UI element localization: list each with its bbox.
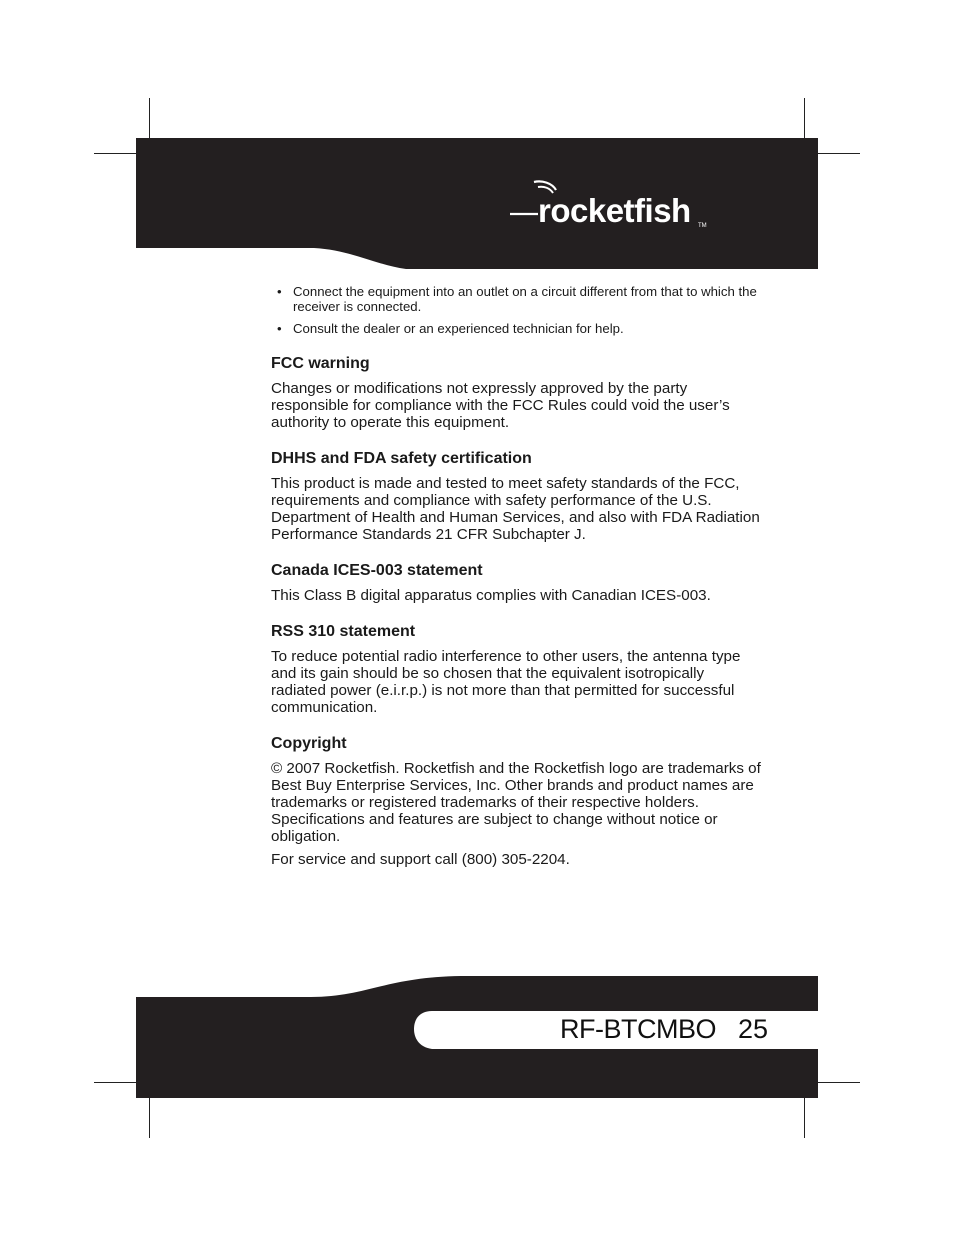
section-heading-canada: Canada ICES-003 statement xyxy=(271,562,483,579)
section-body-copyright: © 2007 Rocketfish. Rocketfish and the Rocketfish logo are trademarks of Best Buy Enterprise Services, Inc. Other brands and product names are trademarks or registered trademarks of their respective holders. Specifications and features are subject to change without notice or obligation. xyxy=(271,760,761,845)
crop-mark xyxy=(149,98,150,138)
bullet-icon: • xyxy=(277,321,282,336)
logo-wordmark: rocketfish xyxy=(538,192,691,229)
page-number: 25 xyxy=(738,1014,769,1044)
bullet-text: Connect the equipment into an outlet on a circuit different from that to which the receiver is connected. xyxy=(293,284,757,314)
model-number: RF-BTCMBO xyxy=(560,1014,716,1044)
crop-mark xyxy=(94,153,136,154)
trademark-mark: TM xyxy=(698,223,707,229)
rocketfish-logo xyxy=(508,178,718,244)
section-body-fcc: Changes or modifications not expressly approved by the party responsible for compliance with the FCC Rules could void the user’s authority to operate this equipment. xyxy=(271,380,730,431)
crop-mark xyxy=(94,1082,136,1083)
bullet-text: Consult the dealer or an experienced technician for help. xyxy=(293,321,624,336)
section-heading-copyright: Copyright xyxy=(271,735,347,752)
crop-mark xyxy=(818,153,860,154)
list-item xyxy=(271,284,763,314)
support-line: For service and support call (800) 305-2204. xyxy=(271,851,570,868)
main-content xyxy=(271,284,763,874)
bullet-list xyxy=(271,284,763,336)
section-heading-rss: RSS 310 statement xyxy=(271,623,416,640)
section-body-rss: To reduce potential radio interference to other users, the antenna type and its gain should be so chosen that the equivalent isotropically radiated power (e.i.r.p.) is not more than that permitted for successful communication. xyxy=(271,648,741,716)
list-item xyxy=(271,321,763,336)
crop-mark xyxy=(804,1098,805,1138)
crop-mark xyxy=(804,98,805,138)
section-heading-fcc: FCC warning xyxy=(271,355,370,372)
section-body-dhhs: This product is made and tested to meet safety standards of the FCC, requirements and compliance with safety performance of the U.S. Department of Health and Human Services, and also with FDA Radiation Performance Standards 21 CFR Subchapter J. xyxy=(271,475,760,543)
bullet-icon: • xyxy=(277,284,282,299)
section-heading-dhhs: DHHS and FDA safety certification xyxy=(271,450,532,467)
crop-mark xyxy=(818,1082,860,1083)
crop-mark xyxy=(149,1098,150,1138)
section-body-canada: This Class B digital apparatus complies with Canadian ICES-003. xyxy=(271,587,711,604)
